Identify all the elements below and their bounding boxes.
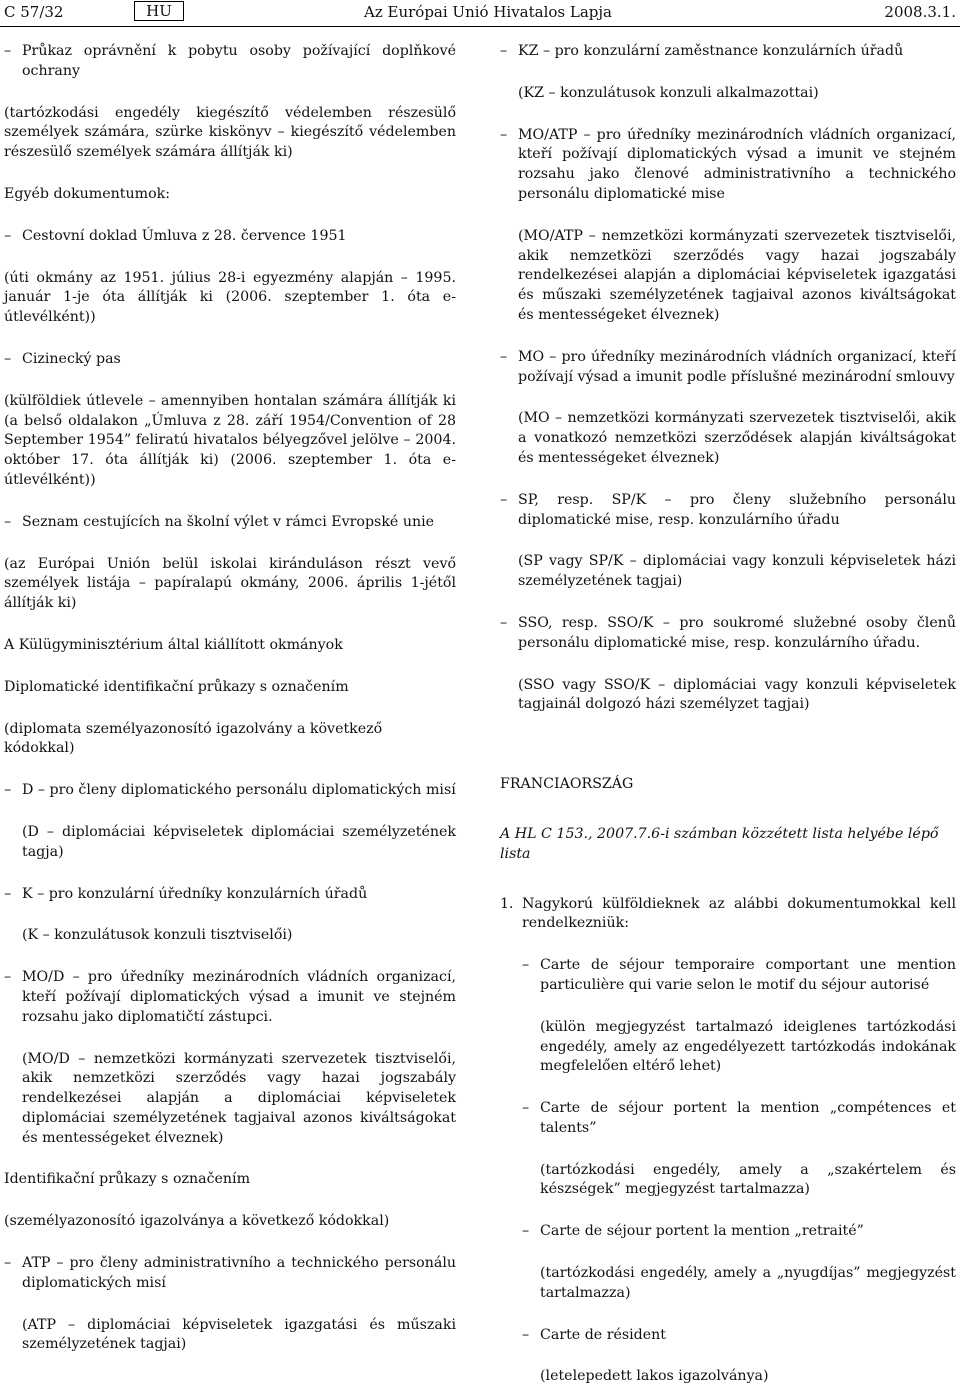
list-item: – MO – pro úředníky mezinárodních vládních organizací, kteří požívají výsad a imunit podle příslušné mezinárodní smlouvy [500, 348, 956, 385]
translation: (MO – nemzetközi kormányzati szervezetek tisztviselői, akik a vonatkozó nemzetközi szerződések alapján kiváltságokat és mentességeket élveznek) [518, 410, 956, 466]
list-item: – Carte de résident [522, 1326, 667, 1343]
translation: (tartózkodási engedély, amely a „szakértelem és készségek” megjegyzést tartalmazza) [540, 1161, 956, 1198]
translation: (személyazonosító igazolványa a következő kódokkal) [4, 1213, 390, 1230]
list-item: – KZ – pro konzulární zaměstnance konzulárních úřadů [500, 43, 904, 59]
translation: (külön megjegyzést tartalmazó ideiglenes tartózkodási engedély, amely az engedélyezett tartózkodás indokának megfelelően eltérő lehet) [540, 1018, 956, 1075]
country-heading: FRANCIAORSZÁG [500, 776, 634, 793]
translation: (SP vagy SP/K – diplomáciai vagy konzuli képviseletek házi személyzetének tagjai) [518, 553, 956, 590]
list-item: – K – pro konzulární úředníky konzulárních úřadů [4, 885, 368, 902]
numbered-item: 1. Nagykorú külföldieknek az alábbi dokumentumokkal kell rendelkezniük: [500, 895, 956, 932]
replacement-note: A HL C 153., 2007.7.6-i számban közzétett lista helyébe lépő lista [500, 825, 939, 862]
translation: (SSO vagy SSO/K – diplomáciai vagy konzuli képviseletek tagjainál dolgozó házi személyzet tagjai) [518, 676, 956, 713]
publication-date: 2008.3.1. [884, 3, 956, 21]
list-item: – MO/D – pro úředníky mezinárodních vládních organizací, kteří požívají diplomatických výsad a imunit ve stejném rozsahu jako diplomatičtí zástupci. [4, 969, 456, 1025]
page-number: C 57/32 [4, 3, 64, 21]
translation: (ATP – diplomáciai képviseletek igazgatási és műszaki személyzetének tagjai) [22, 1316, 456, 1353]
journal-title: Az Európai Unió Hivatalos Lapja [364, 3, 612, 21]
translation: (K – konzulátusok konzuli tisztviselői) [22, 927, 293, 944]
translation: (KZ – konzulátusok konzuli alkalmazottai) [518, 84, 819, 101]
section-label: Egyéb dokumentumok: [4, 185, 170, 202]
list-item: – Seznam cestujících na školní výlet v rámci Evropské unie [4, 513, 435, 530]
list-item: – Carte de séjour temporaire comportant une mention particulière qui varie selon le motif du séjour autorisé [522, 957, 956, 993]
translation: (tartózkodási engedély kiegészítő védelemben részesülő személyek számára, szürke kiskönyv – kiegészítő védelemben részesülő személyek számára állítják ki) [4, 104, 456, 161]
translation: (úti okmány az 1951. július 28-i egyezmény alapján – 1995. január 1-je óta állítják ki (2006. szeptember 1. óta e-útlevélként)) [4, 269, 456, 326]
translation: (külföldiek útlevele – amennyiben hontalan számára állítják ki (a belső oldalakon „Úmluva z 28. září 1954/Convention of 28 September 1954” feliratú hivatalos bélyegzővel jelölve – 2004. október 17. óta állítják ki) (2006. szeptember 1. óta e-útlevélként)) [4, 392, 456, 488]
list-item: – SP, resp. SP/K – pro členy služebního personálu diplomatické mise, resp. konzulárního úřadu [500, 491, 956, 528]
list-item: – Carte de séjour portent la mention „compétences et talents” [522, 1100, 956, 1136]
list-item: – D – pro členy diplomatického personálu diplomatických misí [4, 782, 456, 799]
list-item: – ATP – pro členy administrativního a technického personálu diplomatických misí [4, 1255, 456, 1291]
list-item: – SSO, resp. SSO/K – pro soukromé služebné osoby členů personálu diplomatické mise, resp. konzulárního úřadu. [500, 614, 956, 651]
language-badge: HU [134, 1, 184, 21]
page-header [0, 0, 960, 27]
translation: (D – diplomáciai képviseletek diplomáciai személyzetének tagja) [22, 823, 456, 860]
list-item: – Průkaz oprávnění k pobytu osoby požívající doplňkové ochrany [4, 43, 456, 79]
section-label: A Külügyminisztérium által kiállított okmányok [4, 636, 343, 653]
list-item: – Cizinecký pas [4, 350, 121, 367]
list-item: – Cestovní doklad Úmluva z 28. července 1951 [4, 227, 347, 244]
left-column [4, 42, 456, 1355]
list-item: – Carte de séjour portent la mention „retraité” [522, 1223, 864, 1240]
translation: (MO/D – nemzetközi kormányzati szervezetek tisztviselői, akik nemzetközi szerződés vagy hazai jogszabály rendelkezései alapján a diplomáciai képviseletek diplomáciai személyzetének tagjaival azonos kiváltságokat és mentességeket élveznek) [22, 1050, 456, 1146]
list-item: – MO/ATP – pro úředníky mezinárodních vládních organizací, kteří požívají diplomatických výsad a imunit ve stejném rozsahu jako členové administrativního a technického personálu diplomatické mise [500, 126, 956, 202]
translation: (tartózkodási engedély, amely a „nyugdíjas” megjegyzést tartalmazza) [540, 1265, 956, 1301]
translation: (diplomata személyazonosító igazolvány a következő kódokkal) [4, 720, 383, 757]
translation: (az Európai Unión belül iskolai kiránduláson részt vevő személyek listája – papíralapú okmány, 2006. április 1-jétől állítják ki) [4, 555, 456, 612]
section-label: Diplomatické identifikační průkazy s označením [4, 678, 349, 695]
right-column [500, 42, 956, 1387]
translation: (MO/ATP – nemzetközi kormányzati szervezetek tisztviselői, akik nemzetközi szerződés vagy hazai jogszabály rendelkezései alapján a diplomáciai képviseletek igazgatási és műszaki személyzetének tagjaival azonos kiváltságokat és mentességeket élveznek) [518, 227, 956, 323]
section-label: Identifikační průkazy s označením [4, 1171, 251, 1188]
translation: (letelepedett lakos igazolványa) [540, 1368, 769, 1385]
